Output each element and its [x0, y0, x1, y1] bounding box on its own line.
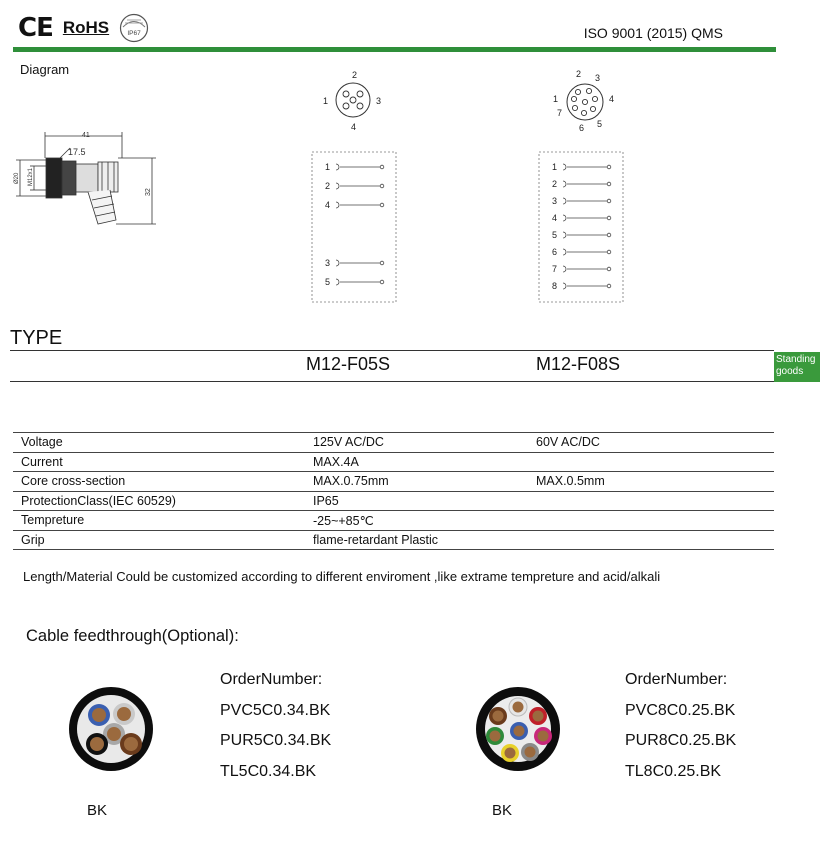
pin8-label-3: 3: [595, 73, 601, 83]
pin5-label-1: 1: [323, 96, 329, 106]
wiring-diagram-5pin: [310, 150, 400, 305]
table-row: [13, 530, 774, 550]
spec-value-b: 60V AC/DC: [528, 433, 774, 453]
pin8-label-1: 1: [553, 94, 559, 104]
pin-face-5pin: [318, 66, 388, 136]
wire5-label: 1: [325, 162, 331, 172]
cable-heading: Cable feedthrough(Optional):: [26, 627, 239, 645]
spec-value-a: MAX.0.75mm: [303, 472, 528, 492]
table-row: [13, 511, 774, 531]
cable-color-label: BK: [87, 802, 108, 819]
wire8-label: 6: [552, 247, 558, 257]
wire5-label: 2: [325, 181, 331, 191]
spec-value-a: IP65: [303, 491, 528, 511]
dim-top: 41: [82, 132, 90, 139]
spec-label: Tempreture: [13, 511, 303, 531]
spec-value-b: [528, 452, 774, 472]
wiring-diagram-8pin: [537, 150, 627, 305]
spec-value-a: MAX.4A: [303, 452, 528, 472]
rohs-mark: RoHS: [62, 18, 110, 37]
dim-left-inner: M12x1: [28, 167, 34, 186]
order-list-8core: [625, 665, 736, 787]
iso-certification: ISO 9001 (2015) QMS: [583, 25, 723, 41]
diagram-label: Diagram: [20, 62, 70, 77]
order-number: PVC8C0.25.BK: [625, 701, 736, 719]
pin5-label-2: 2: [352, 70, 358, 80]
wire8-label: 1: [552, 162, 558, 172]
ip67-badge-icon: [119, 13, 149, 43]
model-b: M12-F08S: [536, 354, 621, 374]
pin5-label-3: 3: [376, 96, 382, 106]
type-rule-bottom: [10, 381, 774, 382]
order-number: PUR8C0.25.BK: [625, 732, 737, 749]
ip-badge-text: IP67: [127, 30, 141, 37]
pin-face-8pin: [547, 66, 627, 138]
wire8-label: 5: [552, 230, 558, 240]
spec-label: Grip: [13, 530, 303, 550]
table-row: [13, 491, 774, 511]
cable-8core-cross-section: [475, 686, 561, 772]
certification-logos: [18, 12, 149, 44]
order-number-label: OrderNumber:: [220, 671, 323, 688]
dim-right: 32: [145, 188, 152, 196]
wire5-label: 5: [325, 277, 331, 287]
wire8-label: 2: [552, 179, 558, 189]
order-list-5core: [220, 665, 331, 787]
spec-label: Current: [13, 452, 303, 472]
spec-value-b: [528, 511, 774, 531]
dim-side: 17.5: [68, 147, 86, 157]
pin8-label-5: 5: [597, 119, 603, 129]
order-number: TL5C0.34.BK: [220, 762, 317, 780]
spec-label: Voltage: [13, 433, 303, 453]
wire8-label: 8: [552, 281, 558, 291]
order-number-label: OrderNumber:: [625, 671, 728, 688]
wire8-label: 3: [552, 196, 558, 206]
model-a: M12-F05S: [306, 354, 391, 374]
spec-value-a: flame-retardant Plastic: [303, 530, 528, 550]
pin8-label-2: 2: [576, 69, 582, 79]
spec-label: Core cross-section: [13, 472, 303, 492]
spec-label: ProtectionClass(IEC 60529): [13, 491, 303, 511]
table-row: [13, 452, 774, 472]
cable-5core-cross-section: [68, 686, 154, 772]
pin5-label-4: 4: [351, 122, 357, 132]
cable-color-label: BK: [492, 802, 513, 819]
ce-mark: CE: [18, 13, 53, 43]
header-divider: [13, 47, 776, 52]
pin8-label-4: 4: [609, 94, 615, 104]
dim-left-outer: Ø20: [14, 172, 20, 184]
connector-drawing: [12, 128, 162, 233]
customization-note: Length/Material Could be customized according to different enviroment ,like extrame tempreture and acid/alkali: [23, 569, 661, 584]
pin8-label-6: 6: [579, 123, 585, 133]
order-number: PVC5C0.34.BK: [220, 701, 331, 719]
spec-value-b: [528, 491, 774, 511]
order-number: PUR5C0.34.BK: [220, 732, 332, 749]
wire8-label: 7: [552, 264, 558, 274]
specs-table: [13, 432, 774, 550]
wire5-label: 4: [325, 200, 331, 210]
table-row: [13, 472, 774, 492]
spec-value-a: 125V AC/DC: [303, 433, 528, 453]
wire5-label: 3: [325, 258, 331, 268]
table-row: [13, 433, 774, 453]
spec-value-b: MAX.0.5mm: [528, 472, 774, 492]
spec-value-a: -25~+85℃: [303, 511, 528, 531]
order-number: TL8C0.25.BK: [625, 762, 722, 780]
spec-value-b: [528, 530, 774, 550]
standing-goods-badge: Standing goods: [774, 352, 820, 382]
type-rule-top: [10, 350, 774, 351]
pin8-label-7: 7: [557, 108, 563, 118]
type-heading: TYPE: [10, 327, 63, 349]
wire8-label: 4: [552, 213, 558, 223]
